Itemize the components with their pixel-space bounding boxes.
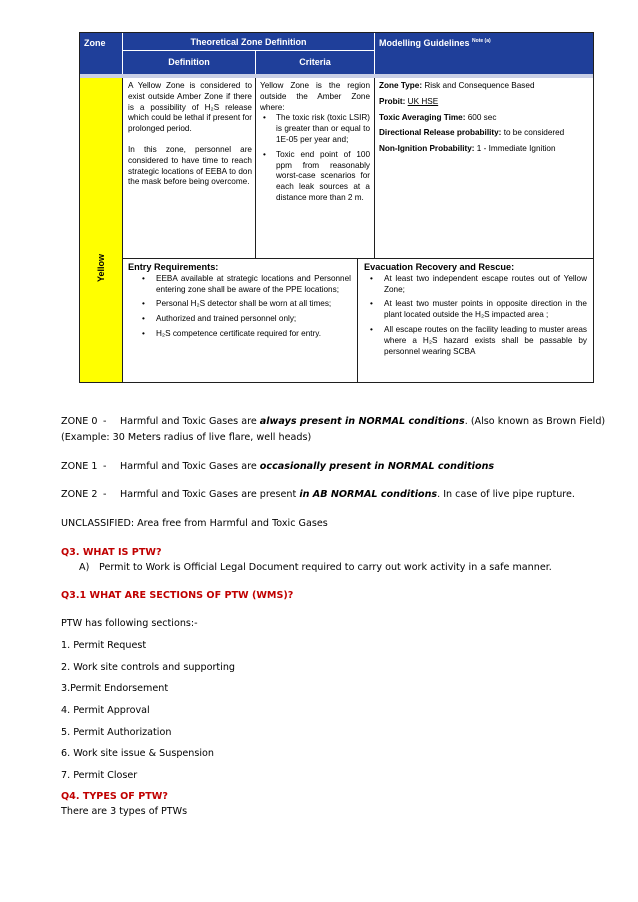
q4-heading: Q4. TYPES OF PTW?: [61, 791, 168, 802]
header-zone-label: Zone: [84, 38, 106, 48]
header-criteria-label: Criteria: [299, 57, 331, 67]
zone-yellow-cell: [80, 78, 123, 382]
zone-1-emphasis: occasionally present in NORMAL conditions: [259, 461, 495, 472]
entry-bullet: • EEBA available at strategic locations and Personnel entering zone shall be aware of the PPE locations;: [128, 274, 351, 296]
header-theoretical-label: Theoretical Zone Definition: [190, 37, 307, 47]
q3-heading: Q3. WHAT IS PTW?: [61, 547, 162, 558]
ptw-section-item: 6. Work site issue & Suspension: [61, 748, 215, 759]
non-ignition-value: 1 - Immediate Ignition: [476, 144, 556, 154]
criteria-list: [260, 113, 370, 203]
zone-type-label: Zone Type:: [379, 81, 423, 90]
ptw-section-item: 2. Work site controls and supporting: [61, 662, 235, 673]
evacuation-title: Evacuation Recovery and Rescue:: [364, 262, 515, 272]
zone-0-example: (Example: 30 Meters radius of live flare, well heads): [61, 432, 312, 443]
header-theoretical: [123, 33, 375, 51]
entry-requirements-list: [128, 274, 351, 340]
header-zone: [80, 33, 123, 74]
zone-type-value: Risk and Consequence Based: [424, 81, 535, 90]
definition-para-2: In this zone, personnel are considered to have time to reach strategic locations of EEBA to don the mask before being overcome.: [128, 144, 252, 187]
criteria-intro: Yellow Zone is the region outside the Amber Zone where:: [260, 81, 370, 112]
evacuation-cell: [358, 259, 593, 382]
non-ignition-label: Non-Ignition Probability:: [379, 144, 475, 154]
toxic-time-value: 600 sec: [467, 112, 497, 122]
modelling-cell: [375, 78, 593, 259]
definition-cell: [123, 78, 256, 259]
zone-0-line: [61, 414, 605, 429]
q4-intro: There are 3 types of PTWs: [61, 806, 188, 817]
q3-answer-text: Permit to Work is Official Legal Document required to carry out work activity in a safe manner.: [99, 562, 552, 573]
zone-yellow-label: Yellow: [96, 253, 106, 283]
zone-1-text: Harmful and Toxic Gases are: [120, 461, 260, 472]
header-definition: [123, 51, 256, 74]
zone-2-dash: -: [103, 489, 107, 500]
ptw-section-item: 4. Permit Approval: [61, 705, 150, 716]
zone-2-line: [61, 487, 575, 502]
entry-bullet: • Personal H₂S detector shall be worn at all times;: [128, 299, 351, 310]
criteria-cell: [256, 78, 375, 259]
evacuation-bullet: • At least two muster points in opposite direction in the plant located outside the H₂S impacted area ;: [364, 299, 587, 321]
zone-2-note: . In case of live pipe rupture.: [437, 489, 575, 500]
header-modelling: [375, 33, 593, 74]
toxic-time-label: Toxic Averaging Time:: [379, 112, 466, 122]
evacuation-bullet: • At least two independent escape routes out of Yellow Zone;: [364, 274, 587, 296]
zone-0-dash: -: [103, 416, 107, 427]
zone-1-key: ZONE 1: [61, 461, 98, 472]
directional-release-value: to be considered: [503, 128, 565, 138]
q3-answer: [61, 560, 552, 575]
header-modelling-note: Note (a): [472, 38, 491, 44]
entry-requirements-cell: [123, 259, 358, 382]
criteria-bullet: • Toxic end point of 100 ppm from reasonably worst-case scenarios for each leak sources at a distance more than 2 m.: [260, 150, 370, 204]
entry-requirements-title: Entry Requirements:: [128, 262, 219, 272]
q31-heading: Q3.1 WHAT ARE SECTIONS OF PTW (WMS)?: [61, 590, 294, 601]
zone-0-key: ZONE 0: [61, 416, 98, 427]
unclassified-line: UNCLASSIFIED: Area free from Harmful and Toxic Gases: [61, 518, 328, 529]
header-definition-label: Definition: [168, 57, 210, 67]
entry-bullet: • H₂S competence certificate required for entry.: [128, 329, 351, 340]
ptw-section-item: 7. Permit Closer: [61, 770, 138, 781]
probit-label: Probit:: [379, 96, 406, 106]
criteria-bullet: • The toxic risk (toxic LSIR) is greater than or equal to 1E-05 per year and;: [260, 113, 370, 145]
zone-0-note: . (Also known as Brown Field): [464, 416, 606, 427]
q3-answer-marker: A): [79, 562, 90, 573]
entry-bullet: • Authorized and trained personnel only;: [128, 314, 351, 325]
zone-0-text: Harmful and Toxic Gases are: [120, 416, 260, 427]
zone-2-text: Harmful and Toxic Gases are present: [120, 489, 300, 500]
ptw-section-item: 1. Permit Request: [61, 640, 147, 651]
evacuation-bullet: • All escape routes on the facility leading to muster areas where a H₂S hazard exists shall be passable by personnel wearing SCBA: [364, 325, 587, 357]
yellow-zone-table: [79, 32, 594, 383]
zone-2-key: ZONE 2: [61, 489, 98, 500]
ptw-section-item: 5. Permit Authorization: [61, 727, 172, 738]
zone-0-emphasis: always present in NORMAL conditions: [259, 416, 465, 427]
zone-2-emphasis: in AB NORMAL conditions: [299, 489, 438, 500]
header-criteria: [256, 51, 375, 74]
zone-1-dash: -: [103, 461, 107, 472]
directional-release-label: Directional Release probability:: [379, 128, 502, 138]
definition-para-1: A Yellow Zone is considered to exist outside Amber Zone if there is a possibility of H₂S release which could be lethal if present for prolonged period.: [128, 81, 252, 134]
zone-1-line: [61, 459, 494, 474]
probit-value: UK HSE: [407, 96, 439, 106]
q31-intro: PTW has following sections:-: [61, 618, 198, 629]
header-modelling-label: Modelling Guidelines: [379, 38, 470, 48]
ptw-section-item: 3.Permit Endorsement: [61, 683, 169, 694]
evacuation-list: [364, 274, 587, 358]
